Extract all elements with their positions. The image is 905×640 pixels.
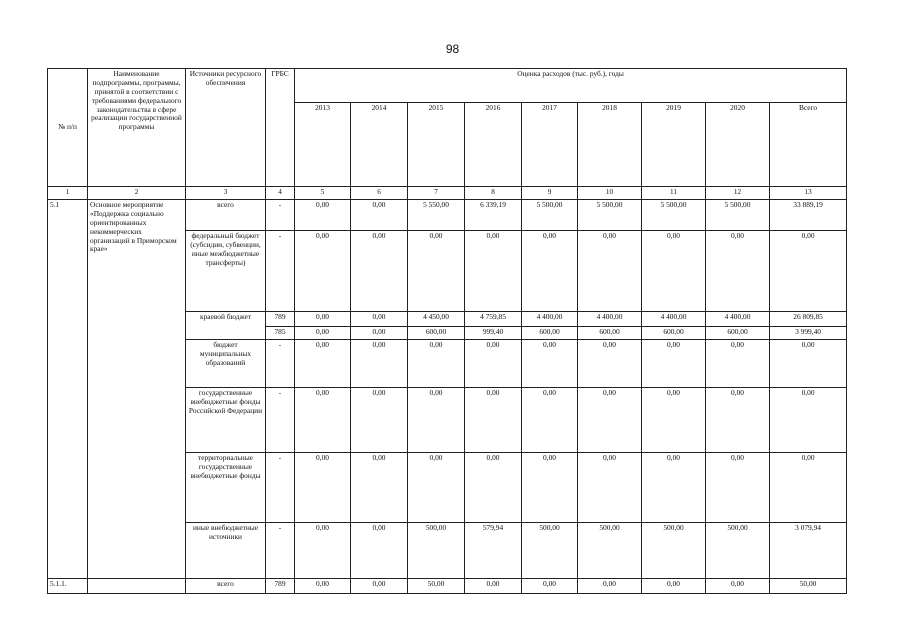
- value-cell: 0,00: [642, 340, 706, 388]
- value-cell: 5 500,00: [642, 200, 706, 231]
- value-cell: 0,00: [465, 340, 522, 388]
- value-cell: 0,00: [642, 453, 706, 523]
- value-cell: 6 339,19: [465, 200, 522, 231]
- grbs-cell: 785: [266, 327, 295, 340]
- value-cell: 0,00: [642, 231, 706, 312]
- total-cell: 3 999,40: [770, 327, 847, 340]
- value-cell: 0,00: [706, 388, 770, 453]
- value-cell: 0,00: [578, 340, 642, 388]
- total-cell: 0,00: [770, 340, 847, 388]
- header-year: 2018: [578, 103, 642, 187]
- value-cell: 4 400,00: [578, 312, 642, 327]
- value-cell: 0,00: [295, 327, 351, 340]
- header-col-name: Наименование подпрограммы, программы, принятой в соответствии с требованиями федерального законодательства в сфере реализации государственной программы: [88, 69, 186, 187]
- item-number: 5.1.1.: [48, 579, 88, 594]
- value-cell: 5 500,00: [578, 200, 642, 231]
- value-cell: 5 500,00: [706, 200, 770, 231]
- column-number: 13: [770, 187, 847, 200]
- value-cell: 579,94: [465, 523, 522, 579]
- budget-table: [47, 68, 847, 594]
- value-cell: 999,40: [465, 327, 522, 340]
- grbs-cell: -: [266, 523, 295, 579]
- value-cell: 0,00: [706, 231, 770, 312]
- source-cell: иные внебюджетные источники: [186, 523, 266, 579]
- value-cell: 0,00: [408, 453, 465, 523]
- value-cell: 500,00: [642, 523, 706, 579]
- value-cell: 5 500,00: [522, 200, 578, 231]
- header-col-no: № п/п: [48, 69, 88, 187]
- column-number: 11: [642, 187, 706, 200]
- header-year: 2013: [295, 103, 351, 187]
- source-cell: бюджет муниципальных образований: [186, 340, 266, 388]
- value-cell: 600,00: [578, 327, 642, 340]
- source-cell: территориальные государственные внебюджетные фонды: [186, 453, 266, 523]
- header-col-grbs: ГРБС: [266, 69, 295, 187]
- value-cell: 0,00: [408, 231, 465, 312]
- value-cell: 0,00: [578, 388, 642, 453]
- value-cell: 0,00: [351, 453, 408, 523]
- value-cell: 0,00: [465, 231, 522, 312]
- column-number: 6: [351, 187, 408, 200]
- value-cell: 0,00: [351, 327, 408, 340]
- value-cell: 500,00: [408, 523, 465, 579]
- total-cell: 0,00: [770, 231, 847, 312]
- value-cell: 0,00: [706, 579, 770, 594]
- grbs-cell: -: [266, 200, 295, 231]
- value-cell: 0,00: [522, 231, 578, 312]
- column-number: 4: [266, 187, 295, 200]
- header-row: [48, 69, 847, 103]
- value-cell: 500,00: [706, 523, 770, 579]
- value-cell: 0,00: [522, 453, 578, 523]
- value-cell: 5 550,00: [408, 200, 465, 231]
- column-number: 12: [706, 187, 770, 200]
- table-row: [48, 200, 847, 231]
- column-number: 5: [295, 187, 351, 200]
- header-col-estimate: Оценка расходов (тыс. руб.), годы: [295, 69, 847, 103]
- value-cell: 0,00: [465, 388, 522, 453]
- column-number: 8: [465, 187, 522, 200]
- value-cell: 0,00: [522, 579, 578, 594]
- source-cell: государственные внебюджетные фонды Российской Федерации: [186, 388, 266, 453]
- column-number: 3: [186, 187, 266, 200]
- value-cell: 0,00: [295, 312, 351, 327]
- value-cell: 4 400,00: [642, 312, 706, 327]
- item-name: [88, 579, 186, 594]
- grbs-cell: -: [266, 453, 295, 523]
- value-cell: 0,00: [351, 200, 408, 231]
- value-cell: 600,00: [706, 327, 770, 340]
- value-cell: 0,00: [351, 312, 408, 327]
- source-cell: всего: [186, 200, 266, 231]
- item-number: 5.1: [48, 200, 88, 579]
- value-cell: 4 450,00: [408, 312, 465, 327]
- value-cell: 4 759,85: [465, 312, 522, 327]
- value-cell: 600,00: [522, 327, 578, 340]
- grbs-cell: 789: [266, 579, 295, 594]
- total-cell: 26 809,85: [770, 312, 847, 327]
- column-number-row: [48, 187, 847, 200]
- total-cell: 33 889,19: [770, 200, 847, 231]
- value-cell: 0,00: [408, 340, 465, 388]
- source-cell: краевой бюджет: [186, 312, 266, 340]
- value-cell: 0,00: [295, 200, 351, 231]
- item-name: Основное мероприятие «Поддержка социально ориентированных некоммерческих организаций в Приморском крае»: [88, 200, 186, 579]
- header-col-sources: Источники ресурсного обеспечения: [186, 69, 266, 187]
- value-cell: 500,00: [522, 523, 578, 579]
- header-year: 2019: [642, 103, 706, 187]
- value-cell: 0,00: [351, 231, 408, 312]
- value-cell: 0,00: [522, 388, 578, 453]
- grbs-cell: 789: [266, 312, 295, 327]
- header-year: 2015: [408, 103, 465, 187]
- value-cell: 0,00: [295, 579, 351, 594]
- value-cell: 0,00: [351, 579, 408, 594]
- value-cell: 0,00: [351, 388, 408, 453]
- value-cell: 0,00: [706, 453, 770, 523]
- value-cell: 0,00: [642, 579, 706, 594]
- header-total: Всего: [770, 103, 847, 187]
- value-cell: 0,00: [408, 388, 465, 453]
- source-cell: федеральный бюджет (субсидии, субвенции, иные межбюджетные трансферты): [186, 231, 266, 312]
- column-number: 10: [578, 187, 642, 200]
- column-number: 2: [88, 187, 186, 200]
- value-cell: 50,00: [408, 579, 465, 594]
- value-cell: 0,00: [465, 579, 522, 594]
- value-cell: 0,00: [295, 388, 351, 453]
- table-row: [48, 579, 847, 594]
- value-cell: 600,00: [408, 327, 465, 340]
- column-number: 1: [48, 187, 88, 200]
- value-cell: 0,00: [578, 579, 642, 594]
- value-cell: 0,00: [351, 340, 408, 388]
- source-cell: всего: [186, 579, 266, 594]
- value-cell: 0,00: [465, 453, 522, 523]
- value-cell: 0,00: [295, 453, 351, 523]
- grbs-cell: -: [266, 388, 295, 453]
- value-cell: 0,00: [578, 231, 642, 312]
- value-cell: 0,00: [295, 231, 351, 312]
- header-year: 2017: [522, 103, 578, 187]
- grbs-cell: -: [266, 340, 295, 388]
- column-number: 9: [522, 187, 578, 200]
- header-year: 2016: [465, 103, 522, 187]
- header-year: 2020: [706, 103, 770, 187]
- value-cell: 0,00: [295, 340, 351, 388]
- value-cell: 0,00: [642, 388, 706, 453]
- value-cell: 0,00: [706, 340, 770, 388]
- value-cell: 4 400,00: [706, 312, 770, 327]
- total-cell: 0,00: [770, 388, 847, 453]
- column-number: 7: [408, 187, 465, 200]
- page-number: 98: [445, 42, 460, 56]
- value-cell: 0,00: [295, 523, 351, 579]
- total-cell: 50,00: [770, 579, 847, 594]
- total-cell: 3 079,94: [770, 523, 847, 579]
- total-cell: 0,00: [770, 453, 847, 523]
- grbs-cell: -: [266, 231, 295, 312]
- header-year: 2014: [351, 103, 408, 187]
- value-cell: 500,00: [578, 523, 642, 579]
- value-cell: 600,00: [642, 327, 706, 340]
- value-cell: 0,00: [578, 453, 642, 523]
- value-cell: 0,00: [522, 340, 578, 388]
- value-cell: 4 400,00: [522, 312, 578, 327]
- value-cell: 0,00: [351, 523, 408, 579]
